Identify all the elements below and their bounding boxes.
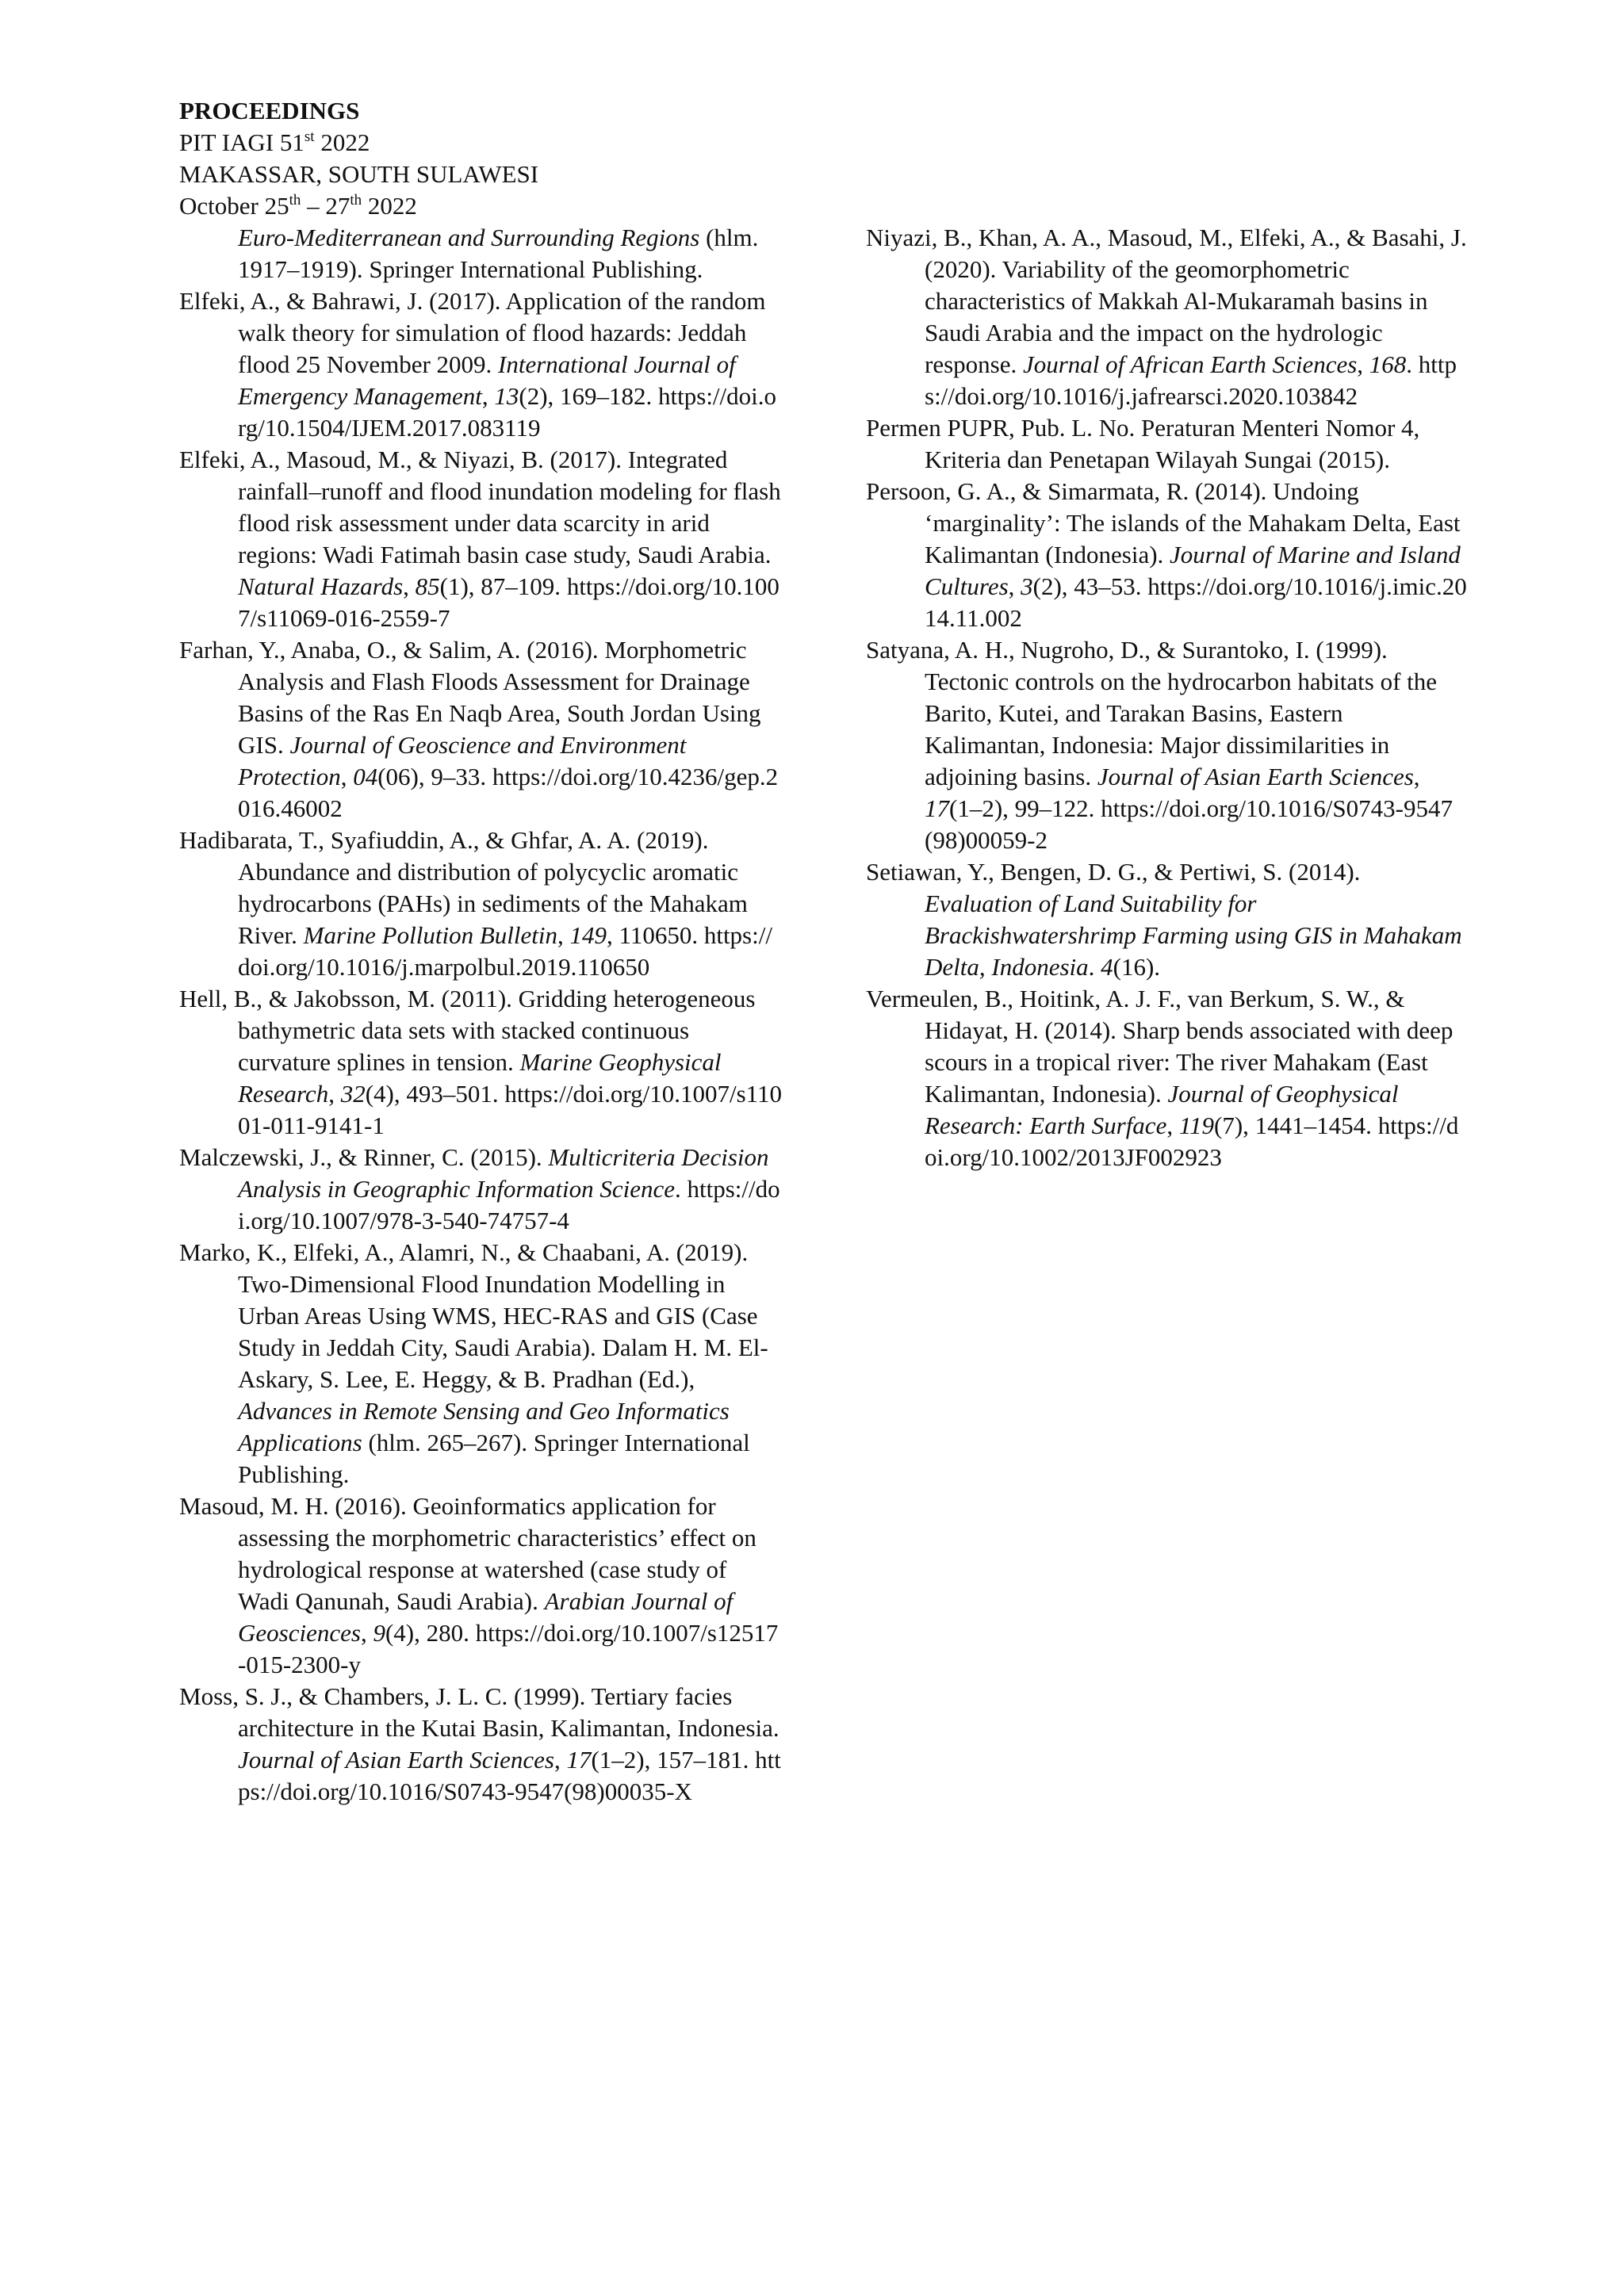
reference-text: Moss, S. J., & Chambers, J. L. C. (1999). Tertiary facies architecture in the Kutai Basin, Kalimantan, Indonesia.	[179, 1682, 779, 1742]
reference-text: , 110650.	[606, 921, 704, 949]
date-year: 2022	[362, 192, 417, 220]
reference-italic-text: Marine Geophysical Research	[238, 1048, 722, 1108]
doi-link[interactable]: https://doi.org/10.1504/IJEM.2017.083119	[238, 382, 777, 442]
reference-text: Hell, B., & Jakobsson, M. (2011). Gridding heterogeneous bathymetric data sets with stacked continuous curvature splines in tension.	[179, 985, 756, 1076]
reference-italic-text: Multicriteria Decision Analysis in Geographic Information Science	[238, 1143, 769, 1203]
reference-entry	[179, 1681, 782, 1808]
reference-text: (1–2), 99–122.	[949, 794, 1101, 822]
reference-italic-text: Journal of Geoscience and Environment Protection	[238, 731, 687, 790]
reference-entry	[866, 222, 1469, 412]
reference-text: ,	[403, 572, 416, 600]
reference-text: ,	[1008, 572, 1021, 600]
reference-text: .	[1088, 953, 1101, 981]
reference-entry	[179, 444, 782, 634]
reference-text: ,	[328, 1080, 341, 1108]
reference-text: ,	[1166, 1112, 1179, 1139]
reference-entry	[866, 634, 1469, 856]
doi-link[interactable]: https://doi.org/10.1016/S0743-9547(98)00059-2	[925, 794, 1453, 854]
date-end-suffix: th	[350, 192, 362, 209]
reference-text: (hlm. 1917–1919). Springer International Publishing.	[238, 224, 759, 283]
reference-entry	[179, 1490, 782, 1681]
event-ordinal-suffix: st	[304, 128, 315, 145]
reference-italic-text: Journal of Asian Earth Sciences	[1097, 763, 1414, 790]
reference-text: Permen PUPR, Pub. L. No. Peraturan Menteri Nomor 4, Kriteria dan Penetapan Wilayah Sungai (2015).	[866, 414, 1420, 473]
doi-link[interactable]: https://doi.org/10.1016/j.marpolbul.2019.110650	[238, 921, 772, 981]
reference-italic-text: Marine Pollution Bulletin	[303, 921, 557, 949]
reference-text: Setiawan, Y., Bengen, D. G., & Pertiwi, S. (2014).	[866, 858, 1361, 886]
event-name-text: PIT IAGI 51	[179, 128, 304, 156]
reference-text: Masoud, M. H. (2016). Geoinformatics application for assessing the morphometric characteristics’ effect on hydrological response at watershed (case study of Wadi Qanunah, Saudi Arabia).	[179, 1492, 756, 1615]
reference-entry	[866, 476, 1469, 634]
reference-italic-text: 9	[373, 1619, 385, 1647]
date-separator: – 27	[301, 192, 350, 220]
reference-text: (06), 9–33.	[377, 763, 492, 790]
reference-entry	[179, 1142, 782, 1237]
reference-text: .	[1406, 350, 1419, 378]
reference-text: Malczewski, J., & Rinner, C. (2015).	[179, 1143, 549, 1171]
reference-italic-text: 04	[353, 763, 378, 790]
reference-italic-text: 13	[494, 382, 519, 410]
reference-text: Persoon, G. A., & Simarmata, R. (2014). Undoing ‘marginality’: The islands of the Mahakam Delta, East Kalimantan (Indonesia).	[866, 477, 1461, 568]
date-start-suffix: th	[289, 192, 301, 209]
reference-entry	[179, 825, 782, 983]
reference-italic-text: Journal of Marine and Island Cultures	[925, 541, 1461, 600]
reference-entry	[866, 983, 1469, 1173]
doi-link[interactable]: https://doi.org/10.1016/S0743-9547(98)00035-X	[238, 1746, 781, 1805]
reference-italic-text: Journal of African Earth Sciences	[1022, 350, 1358, 378]
reference-italic-text: 119	[1178, 1112, 1215, 1139]
reference-text: ,	[340, 763, 354, 790]
reference-text: (1), 87–109.	[439, 572, 567, 600]
reference-italic-text: 17	[925, 794, 949, 822]
reference-italic-text: 85	[415, 572, 440, 600]
references-left-column	[179, 222, 782, 1808]
doi-link[interactable]: https://doi.org/10.1007/s11001-011-9141-1	[238, 1080, 783, 1139]
date-start: October 25	[179, 192, 289, 220]
reference-entry	[179, 222, 782, 285]
doi-link[interactable]: https://doi.org/10.1016/j.imic.2014.11.002	[925, 572, 1467, 632]
reference-text: ,	[553, 1746, 567, 1774]
reference-italic-text: Advances in Remote Sensing and Geo Informatics Applications	[238, 1397, 730, 1456]
reference-text: (2), 43–53.	[1032, 572, 1148, 600]
event-location: MAKASSAR, SOUTH SULAWESI	[179, 160, 539, 188]
reference-italic-text: 17	[566, 1746, 592, 1774]
event-date	[179, 190, 893, 222]
reference-text: Hadibarata, T., Syafiuddin, A., & Ghfar, A. A. (2019). Abundance and distribution of polycyclic aromatic hydrocarbons (PAHs) in sediments of the Mahakam River.	[179, 826, 748, 949]
reference-text: Elfeki, A., Masoud, M., & Niyazi, B. (2017). Integrated rainfall–runoff and flood inundation modeling for flash flood risk assessment under data scarcity in arid regions: Wadi Fatimah basin case study, Saudi Arabia.	[179, 446, 781, 568]
reference-italic-text: 149	[569, 921, 607, 949]
reference-italic-text: Euro-Mediterranean and Surrounding Regions	[238, 224, 700, 251]
doi-link[interactable]: https://doi.org/10.1002/2013JF002923	[925, 1112, 1459, 1171]
doi-link[interactable]: https://doi.org/10.1007/978-3-540-74757-4	[238, 1175, 780, 1234]
event-name	[179, 127, 893, 159]
reference-entry	[179, 285, 782, 444]
proceedings-title: PROCEEDINGS	[179, 97, 360, 124]
reference-text: ,	[1357, 350, 1369, 378]
doi-link[interactable]: https://doi.org/10.1016/j.jafrearsci.2020.103842	[925, 350, 1457, 410]
reference-text: .	[675, 1175, 688, 1203]
reference-text: Vermeulen, B., Hoitink, A. J. F., van Berkum, S. W., & Hidayat, H. (2014). Sharp bends associated with deep scours in a tropical river: The river Mahakam (East Kalimantan, Indonesia).	[866, 985, 1454, 1108]
reference-text: Marko, K., Elfeki, A., Alamri, N., & Chaabani, A. (2019). Two-Dimensional Flood Inundation Modelling in Urban Areas Using WMS, HEC-RAS and GIS (Case Study in Jeddah City, Saudi Arabia). Dalam H. M. El-Askary, S. Lee, E. Heggy, & B. Pradhan (Ed.),	[179, 1238, 768, 1393]
reference-italic-text: 4	[1101, 953, 1113, 981]
reference-italic-text: Evaluation of Land Suitability for Brackishwatershrimp Farming using GIS in Mahakam Delta, Indonesia	[925, 890, 1462, 981]
reference-text: ,	[360, 1619, 373, 1647]
reference-entry	[179, 1237, 782, 1490]
reference-text: Elfeki, A., & Bahrawi, J. (2017). Application of the random walk theory for simulation of flood hazards: Jeddah flood 25 November 2009.	[179, 287, 766, 378]
reference-text: (1–2), 157–181.	[591, 1746, 756, 1774]
reference-entry	[866, 856, 1469, 983]
reference-italic-text: 3	[1021, 572, 1033, 600]
reference-text: Niyazi, B., Khan, A. A., Masoud, M., Elfeki, A., & Basahi, J. (2020). Variability of the geomorphometric characteristics of Makkah Al-Mukaramah basins in Saudi Arabia and the impact on the hydrologic response.	[866, 224, 1467, 378]
reference-italic-text: International Journal of Emergency Management	[238, 350, 736, 410]
doi-link[interactable]: https://doi.org/10.1007/s11069-016-2559-7	[238, 572, 779, 632]
page-header	[179, 95, 893, 222]
reference-entry	[179, 983, 782, 1142]
reference-text: (4), 280.	[385, 1619, 476, 1647]
reference-text: ,	[1413, 763, 1420, 790]
doi-link[interactable]: https://doi.org/10.4236/gep.2016.46002	[238, 763, 779, 822]
reference-italic-text: 168	[1369, 350, 1407, 378]
doi-link[interactable]: https://doi.org/10.1007/s12517-015-2300-y	[238, 1619, 779, 1678]
reference-text: (hlm. 265–267). Springer International Publishing.	[238, 1429, 750, 1488]
reference-text: (7), 1441–1454.	[1214, 1112, 1378, 1139]
reference-entry	[179, 634, 782, 825]
reference-entry	[866, 412, 1469, 476]
reference-text: Satyana, A. H., Nugroho, D., & Surantoko, I. (1999). Tectonic controls on the hydrocarbon habitats of the Barito, Kutei, and Tarakan Basins, Eastern Kalimantan, Indonesia: Major dissimilarities in adjoining basins.	[866, 636, 1438, 790]
reference-italic-text: Natural Hazards	[238, 572, 404, 600]
reference-italic-text: Journal of Asian Earth Sciences	[238, 1746, 554, 1774]
reference-italic-text: 32	[340, 1080, 366, 1108]
reference-text: Farhan, Y., Anaba, O., & Salim, A. (2016). Morphometric Analysis and Flash Floods Assessment for Drainage Basins of the Ras En Naqb Area, South Jordan Using GIS.	[179, 636, 761, 759]
reference-text: ,	[557, 921, 570, 949]
reference-text: (4), 493–501.	[365, 1080, 505, 1108]
reference-italic-text: Arabian Journal of Geosciences	[238, 1587, 733, 1647]
reference-text: (16).	[1113, 953, 1161, 981]
event-year: 2022	[314, 128, 370, 156]
references-right-column	[866, 222, 1469, 1173]
reference-text: (2), 169–182.	[519, 382, 659, 410]
reference-text: ,	[481, 382, 495, 410]
reference-italic-text: Journal of Geophysical Research: Earth Surface	[925, 1080, 1399, 1139]
